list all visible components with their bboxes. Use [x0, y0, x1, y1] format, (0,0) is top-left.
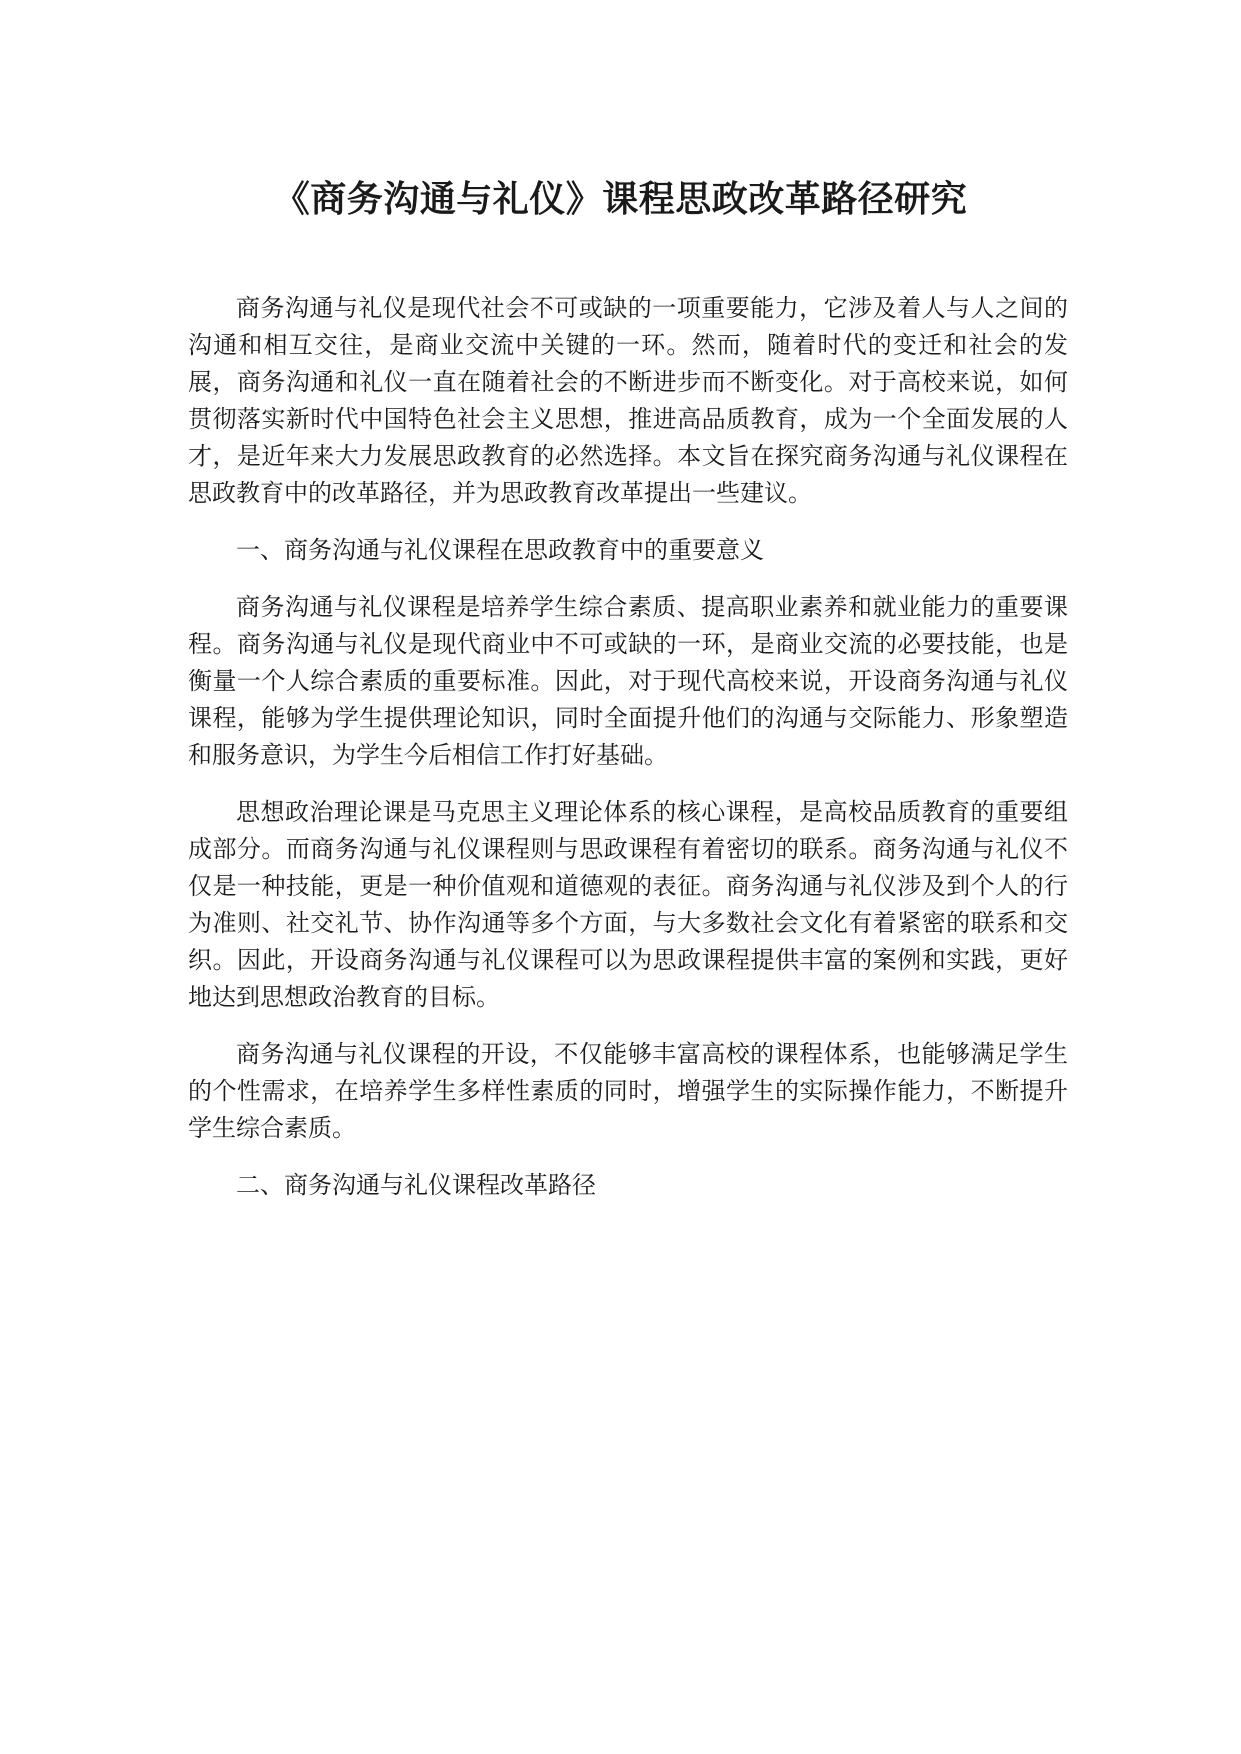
section-1-paragraph-3: 商务沟通与礼仪课程的开设，不仅能够丰富高校的课程体系，也能够满足学生的个性需求，在培养学生多样性素质的同时，增强学生的实际操作能力，不断提升学生综合素质。: [188, 1040, 1068, 1142]
document-body: [188, 290, 1068, 1224]
intro-paragraph: 商务沟通与礼仪是现代社会不可或缺的一项重要能力，它涉及着人与人之间的沟通和相互交往，是商业交流中关键的一环。然而，随着时代的变迁和社会的发展，商务沟通和礼仪一直在随着社会的不断进步而不断变化。对于高校来说，如何贯彻落实新时代中国特色社会主义思想，推进高品质教育，成为一个全面发展的人才，是近年来大力发展思政教育的必然选择。本文旨在探究商务沟通与礼仪课程在思政教育中的改革路径，并为思政教育改革提出一些建议。: [188, 294, 1068, 507]
section-1-paragraph-2: 思想政治理论课是马克思主义理论体系的核心课程，是高校品质教育的重要组成部分。而商务沟通与礼仪课程则与思政课程有着密切的联系。商务沟通与礼仪不仅是一种技能，更是一种价值观和道德观的表征。商务沟通与礼仪涉及到个人的行为准则、社交礼节、协作沟通等多个方面，与大多数社会文化有着紧密的联系和交织。因此，开设商务沟通与礼仪课程可以为思政课程提供丰富的案例和实践，更好地达到思想政治教育的目标。: [188, 798, 1068, 1011]
section-heading-2: 二、商务沟通与礼仪课程改革路径: [236, 1171, 596, 1199]
section-1-paragraph-1: 商务沟通与礼仪课程是培养学生综合素质、提高职业素养和就业能力的重要课程。商务沟通与礼仪是现代商业中不可或缺的一环，是商业交流的必要技能，也是衡量一个人综合素质的重要标准。因此，对于现代高校来说，开设商务沟通与礼仪课程，能够为学生提供理论知识，同时全面提升他们的沟通与交际能力、形象塑造和服务意识，为学生今后相信工作打好基础。: [188, 593, 1068, 769]
document-title: 《商务沟通与礼仪》课程思政改革路径研究: [273, 179, 968, 220]
section-heading-1: 一、商务沟通与礼仪课程在思政教育中的重要意义: [236, 536, 764, 564]
